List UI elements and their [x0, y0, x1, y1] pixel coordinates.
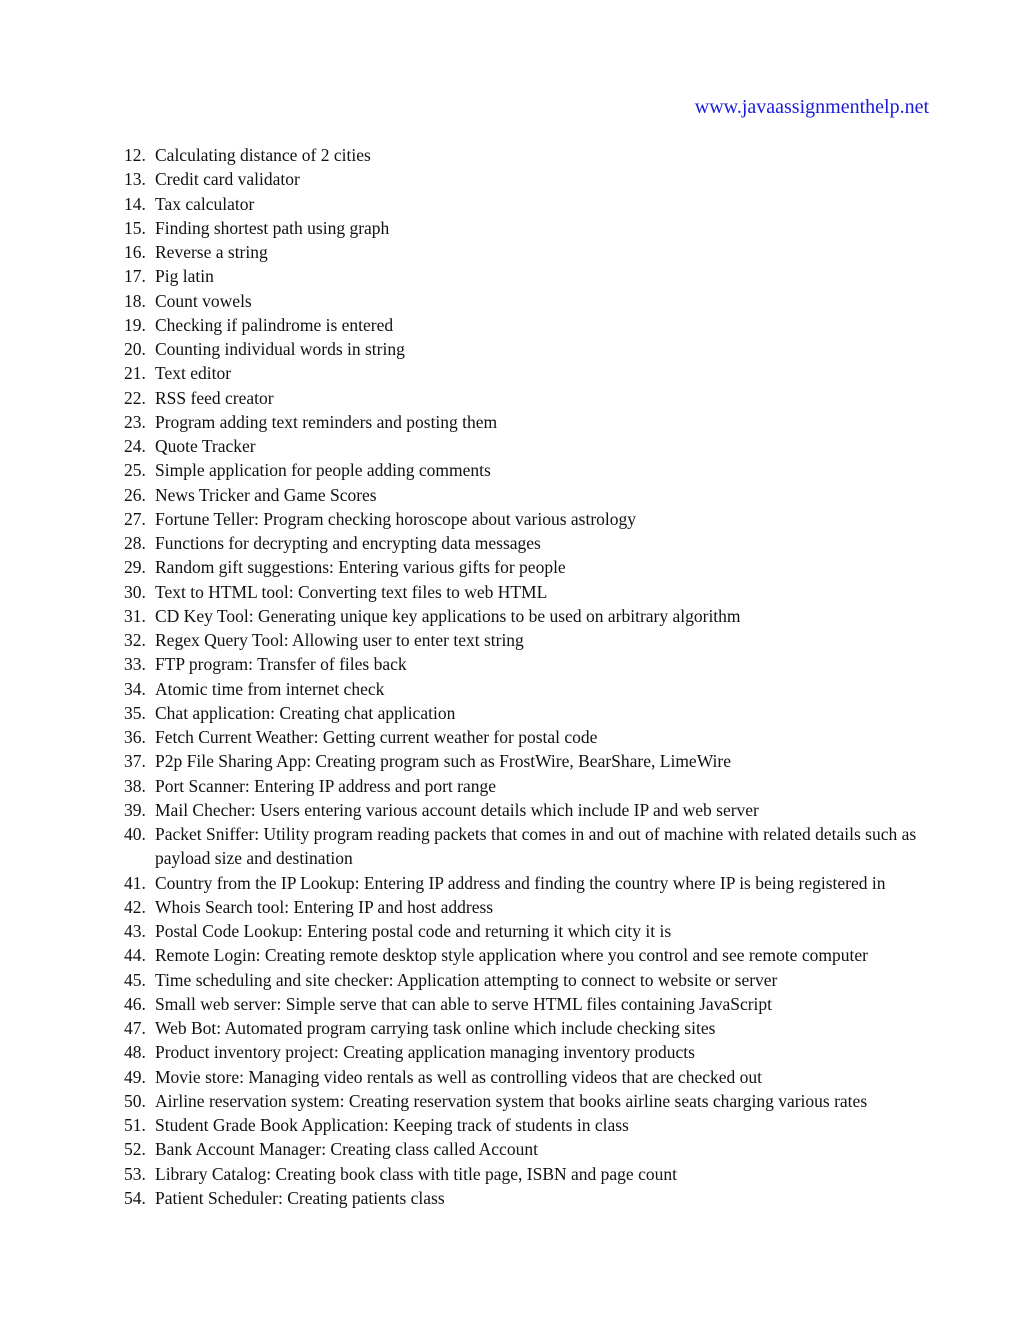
list-item [124, 386, 944, 410]
list-item-number: 41. [124, 872, 146, 893]
list-item [124, 628, 944, 652]
list-item-text: Student Grade Book Application: Keeping track of students in class [155, 1115, 629, 1135]
list-item-text: Finding shortest path using graph [155, 217, 390, 238]
list-item-text: Remote Login: Creating remote desktop style application where you control and see remote computer [155, 945, 868, 966]
list-item-number: 54. [124, 1187, 146, 1208]
list-item [124, 701, 944, 725]
list-item [124, 143, 944, 167]
list-item-text: Packet Sniffer: Utility program reading packets that comes in and out of machine with related details such as payload size and destination [155, 824, 917, 869]
list-item [124, 822, 944, 871]
list-item-text: RSS feed creator [155, 387, 274, 408]
list-item-number: 38. [124, 775, 146, 796]
list-item [124, 749, 944, 773]
list-item-text: Tax calculator [155, 193, 255, 214]
list-item-number: 36. [124, 727, 146, 747]
list-item-text: Library Catalog: Creating book class with title page, ISBN and page count [155, 1163, 677, 1184]
list-item [124, 1016, 944, 1040]
list-item-number: 17. [124, 266, 146, 287]
list-item-text: Counting individual words in string [155, 339, 405, 359]
list-item-number: 21. [124, 363, 146, 384]
list-item-text: Count vowels [155, 290, 252, 311]
list-item [124, 652, 944, 676]
list-item-number: 20. [124, 339, 146, 359]
list-item-text: Chat application: Creating chat application [155, 702, 456, 723]
list-item [124, 167, 944, 191]
list-item-number: 23. [124, 411, 146, 432]
list-item-text: Reverse a string [155, 242, 268, 262]
website-link[interactable]: www.javaassignmenthelp.net [694, 96, 929, 118]
list-item-number: 42. [124, 896, 146, 917]
list-item-number: 50. [124, 1090, 146, 1111]
list-item-number: 22. [124, 387, 146, 408]
list-item-text: Quote Tracker [155, 436, 256, 456]
list-item-number: 31. [124, 605, 146, 626]
list-item [124, 1186, 944, 1210]
list-item-text: Pig latin [155, 266, 214, 287]
list-item [124, 1065, 944, 1089]
list-item [124, 313, 944, 337]
list-item [124, 895, 944, 919]
list-item [124, 992, 944, 1016]
list-item-text: Time scheduling and site checker: Application attempting to connect to website or server [155, 969, 778, 990]
list-item-text: Functions for decrypting and encrypting data messages [155, 533, 541, 553]
list-item-number: 34. [124, 678, 146, 699]
list-item [124, 774, 944, 798]
list-item [124, 458, 944, 482]
list-item-text: Airline reservation system: Creating reservation system that books airline seats charging various rates [155, 1090, 868, 1111]
list-item [124, 410, 944, 434]
list-item [124, 725, 944, 749]
list-item [124, 531, 944, 555]
list-item-number: 43. [124, 921, 146, 941]
list-item [124, 264, 944, 288]
list-item [124, 1113, 944, 1137]
list-item-number: 35. [124, 702, 146, 723]
list-item-number: 12. [124, 145, 146, 165]
list-item-text: Text editor [155, 363, 232, 384]
list-item-text: Text to HTML tool: Converting text files to web HTML [155, 581, 548, 602]
list-item-text: Product inventory project: Creating application managing inventory products [155, 1042, 695, 1063]
list-item [124, 216, 944, 240]
list-item [124, 289, 944, 313]
list-item-text: FTP program: Transfer of files back [155, 654, 407, 675]
list-item-text: Country from the IP Lookup: Entering IP address and finding the country where IP is being registered in [155, 872, 886, 893]
list-item-text: Movie store: Managing video rentals as well as controlling videos that are checked out [155, 1066, 762, 1087]
list-item-text: Fortune Teller: Program checking horoscope about various astrology [155, 508, 637, 529]
list-item-number: 32. [124, 630, 146, 650]
list-item [124, 943, 944, 967]
list-item [124, 1089, 944, 1113]
list-item-number: 15. [124, 217, 146, 238]
list-item [124, 361, 944, 385]
list-item-text: Mail Checher: Users entering various account details which include IP and web server [155, 799, 759, 820]
list-item [124, 677, 944, 701]
list-item-text: Patient Scheduler: Creating patients class [155, 1187, 445, 1208]
list-item-number: 14. [124, 193, 146, 214]
list-item [124, 968, 944, 992]
list-item [124, 507, 944, 531]
list-item-number: 25. [124, 460, 146, 481]
list-item [124, 1137, 944, 1161]
list-item [124, 337, 944, 361]
list-item-number: 49. [124, 1066, 146, 1087]
project-list [124, 143, 944, 1210]
list-item [124, 1040, 944, 1064]
list-item-number: 39. [124, 799, 146, 820]
list-item-number: 53. [124, 1163, 146, 1184]
list-item-text: News Tricker and Game Scores [155, 484, 377, 505]
list-item-text: Postal Code Lookup: Entering postal code and returning it which city it is [155, 921, 672, 941]
list-item-number: 37. [124, 751, 146, 772]
list-item [124, 555, 944, 579]
list-item-number: 30. [124, 581, 146, 602]
list-item [124, 240, 944, 264]
list-item-text: Credit card validator [155, 169, 300, 190]
list-item-number: 52. [124, 1139, 146, 1160]
list-item-text: Random gift suggestions: Entering various gifts for people [155, 557, 566, 578]
list-item-number: 46. [124, 993, 146, 1014]
list-item-number: 28. [124, 533, 146, 553]
list-item-text: Regex Query Tool: Allowing user to enter text string [155, 630, 524, 650]
list-item-text: CD Key Tool: Generating unique key applications to be used on arbitrary algorithm [155, 605, 741, 626]
list-item-text: P2p File Sharing App: Creating program such as FrostWire, BearShare, LimeWire [155, 751, 731, 772]
list-item-number: 16. [124, 242, 146, 262]
list-item [124, 871, 944, 895]
list-item-text: Web Bot: Automated program carrying task online which include checking sites [155, 1018, 716, 1038]
list-item-text: Fetch Current Weather: Getting current weather for postal code [155, 727, 598, 747]
list-item-number: 40. [124, 824, 146, 844]
list-item [124, 580, 944, 604]
list-item-text: Program adding text reminders and posting them [155, 411, 498, 432]
list-item-number: 33. [124, 654, 146, 675]
list-item [124, 434, 944, 458]
list-item [124, 798, 944, 822]
list-item-text: Calculating distance of 2 cities [155, 145, 371, 165]
list-item [124, 919, 944, 943]
list-item-text: Simple application for people adding comments [155, 460, 491, 481]
list-item-text: Atomic time from internet check [155, 678, 385, 699]
list-item-text: Whois Search tool: Entering IP and host address [155, 896, 494, 917]
list-item-text: Checking if palindrome is entered [155, 314, 394, 335]
list-item-number: 47. [124, 1018, 146, 1038]
list-item-number: 29. [124, 557, 146, 578]
list-item-text: Small web server: Simple serve that can able to serve HTML files containing JavaScript [155, 993, 773, 1014]
list-item-number: 51. [124, 1115, 146, 1135]
list-item [124, 604, 944, 628]
list-item-number: 26. [124, 484, 146, 505]
list-item [124, 1162, 944, 1186]
list-item [124, 483, 944, 507]
list-item-number: 45. [124, 969, 146, 990]
list-item [124, 192, 944, 216]
list-item-number: 18. [124, 290, 146, 311]
list-item-text: Bank Account Manager: Creating class called Account [155, 1139, 538, 1160]
list-item-number: 19. [124, 314, 146, 335]
list-item-number: 44. [124, 945, 146, 966]
list-item-number: 24. [124, 436, 146, 456]
list-item-number: 13. [124, 169, 146, 190]
list-item-number: 48. [124, 1042, 146, 1063]
list-item-number: 27. [124, 508, 146, 529]
list-item-text: Port Scanner: Entering IP address and port range [155, 775, 496, 796]
